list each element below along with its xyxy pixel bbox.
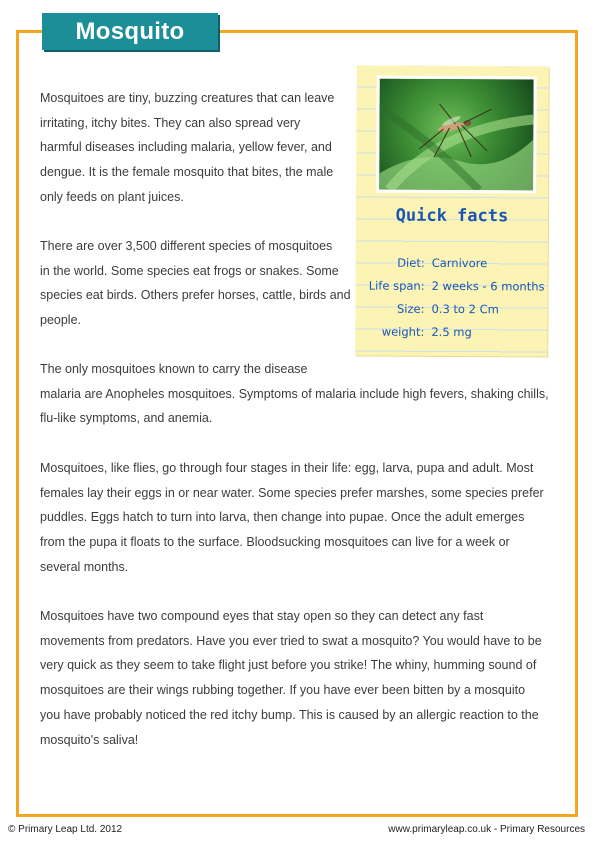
text-line: species eat birds. Others prefer horses, cattle, birds and [40, 288, 351, 303]
quick-facts-card [355, 65, 549, 356]
text-line: you have probably noticed the red itchy bump. This is caused by an allergic reaction to the [40, 707, 539, 722]
text-line: harmful diseases including malaria, yellow fever, and [40, 140, 332, 155]
text-line: in the world. Some species eat frogs or snakes. Some [40, 263, 339, 278]
text-line: puddles. Eggs hatch to turn into larva, then change into pupae. Once the adult emerges [40, 510, 525, 525]
paragraph-eyes [40, 604, 542, 752]
fact-row-life-span [356, 278, 548, 299]
fact-label: Diet: [397, 255, 425, 270]
fact-value: 2.5 mg [431, 324, 472, 340]
mosquito-image-graphic [379, 79, 534, 191]
text-line: dengue. It is the female mosquito that bites, the male [40, 165, 334, 180]
text-line: from the pupa it floats to the surface. Bloodsucking mosquitoes can live for a week or [40, 535, 510, 550]
fact-label: weight: [381, 324, 425, 339]
fact-label: Life span: [368, 278, 425, 293]
text-line: irritating, itchy bites. They can also spread very [40, 115, 301, 130]
text-line: Mosquitoes are tiny, buzzing creatures that can leave [40, 91, 335, 105]
text-line: very quick as they seem to take flight just before you strike! The whiny, humming sound of [40, 658, 537, 673]
title-banner [42, 13, 218, 50]
text-line: mosquitoes are their wings rubbing together. If you have ever been bitten by a mosquito [40, 683, 526, 698]
text-line: several months. [40, 559, 129, 574]
fact-row-size [355, 301, 547, 322]
paragraph-intro [40, 86, 334, 210]
text-line: The only mosquitoes known to carry the disease [40, 362, 308, 376]
paragraph-species [40, 234, 351, 333]
text-line: flu-like symptoms, and anemia. [40, 411, 213, 426]
text-line: only feeds on plant juices. [40, 189, 184, 204]
fact-value: 2 weeks - 6 months [431, 278, 545, 294]
fact-row-diet [356, 255, 548, 276]
text-line: malaria are Anopheles mosquitoes. Symptoms of malaria include high fevers, shaking chills, [40, 386, 549, 401]
mosquito-photo [376, 76, 537, 194]
text-line: Mosquitoes, like flies, go through four stages in their life: egg, larva, pupa and adult. Most [40, 461, 534, 475]
text-line: mosquito's saliva! [40, 732, 139, 747]
text-line: females lay their eggs in or near water. Some species prefer marshes, some species prefer [40, 485, 544, 500]
quick-facts-heading: Quick facts [395, 205, 509, 227]
text-line: Mosquitoes have two compound eyes that stay open so they can detect any fast [40, 609, 484, 623]
paragraph-life-stages [40, 456, 544, 580]
fact-value: 0.3 to 2 Cm [431, 301, 499, 317]
paragraph-malaria [40, 357, 549, 431]
fact-row-weight [355, 324, 547, 345]
text-line: There are over 3,500 different species of mosquitoes [40, 239, 333, 253]
fact-label: Size: [396, 301, 425, 316]
fact-value: Carnivore [431, 255, 488, 271]
page-title: Mosquito [75, 18, 185, 45]
copyright-footer: © Primary Leap Ltd. 2012 [8, 824, 123, 835]
website-footer-link[interactable]: www.primaryleap.co.uk - Primary Resources [388, 824, 585, 835]
text-line: movements from predators. Have you ever tried to swat a mosquito? You would have to be [40, 633, 542, 648]
text-line: people. [40, 313, 82, 328]
